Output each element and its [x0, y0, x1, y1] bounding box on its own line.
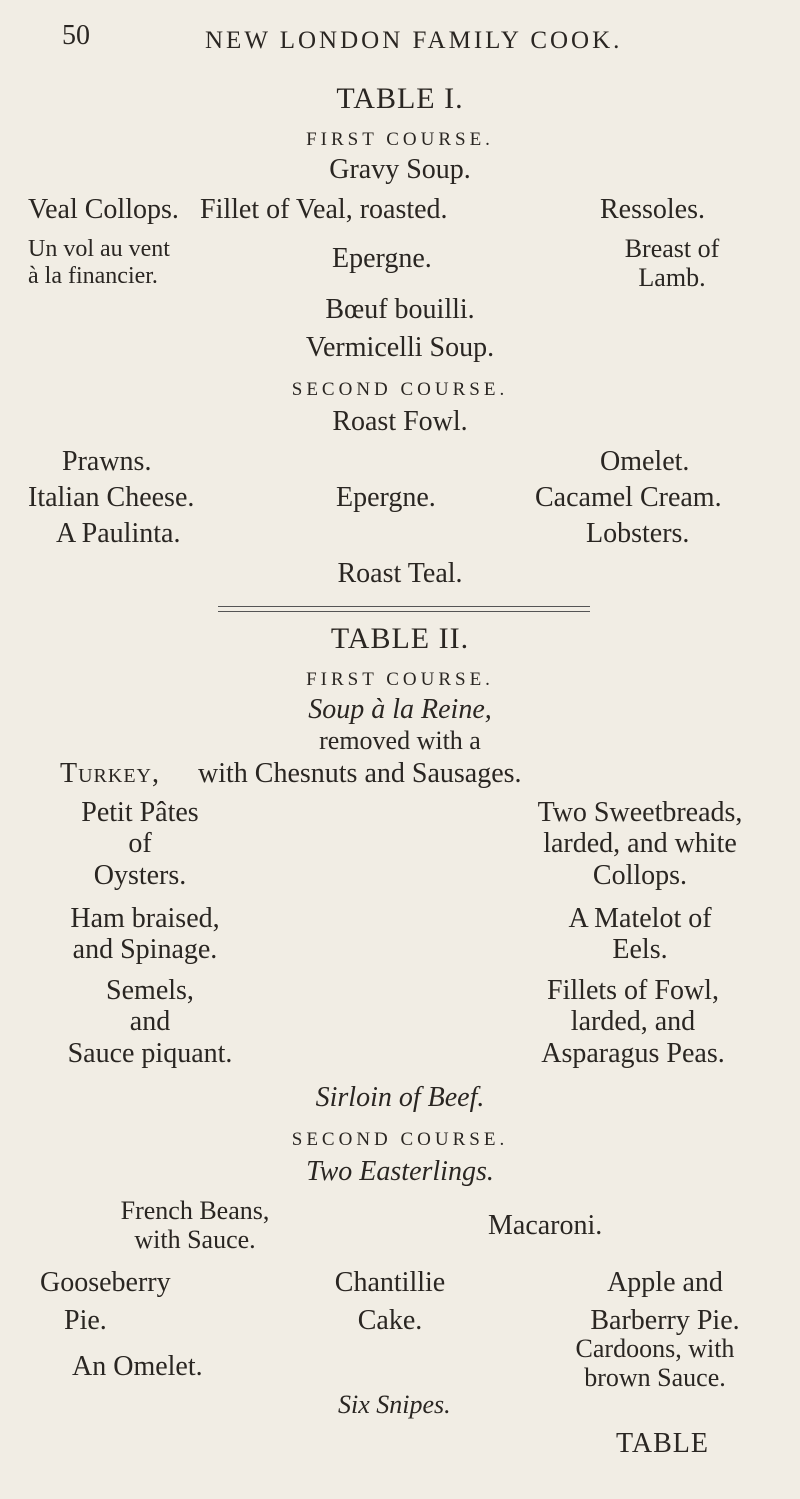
t1-vermicelli-soup: Vermicelli Soup. — [305, 332, 495, 363]
t2-semels-line1: Semels, — [106, 975, 194, 1006]
t2-cardoons — [540, 1334, 770, 1392]
t2-french-beans-line1: French Beans, — [120, 1196, 270, 1225]
t2-ham-line2: and Spinage. — [72, 934, 218, 966]
t2-chantillie-cake — [300, 1264, 480, 1340]
t2-fillets-line1: Fillets of Fowl, — [547, 975, 719, 1006]
t1-boeuf-bouilli: Bœuf bouilli. — [325, 294, 475, 325]
t2-gooseberry-pie — [40, 1264, 171, 1340]
t1-omelet: Omelet. — [600, 446, 690, 477]
t2-apple-barberry-pie — [540, 1264, 790, 1340]
t2-apple-line2: Barberry Pie. — [590, 1304, 740, 1336]
t2-two-sweetbreads — [500, 797, 780, 891]
t1-italian-cheese: Italian Cheese. — [28, 482, 195, 513]
t2-two-easterlings: Two Easterlings. — [306, 1156, 494, 1187]
t1-epergne: Epergne. — [332, 243, 432, 274]
t2-removed-with-a: removed with a — [319, 726, 481, 755]
t1-cacamel-cream: Cacamel Cream. — [535, 482, 722, 513]
t2-ham-braised — [30, 903, 260, 966]
t2-sirloin-of-beef: Sirloin of Beef. — [315, 1082, 485, 1113]
t2-matelot-of-eels — [520, 903, 760, 966]
t1-breast-line1: Breast of — [624, 234, 720, 263]
t2-apple-line1: Apple and — [607, 1267, 723, 1298]
t2-semels-line2: and — [129, 1006, 171, 1038]
t1-breast-line2: Lamb. — [638, 263, 706, 293]
t1-vol-au-vent — [28, 236, 170, 290]
t2-with-chesnuts: with Chesnuts and Sausages. — [198, 758, 522, 789]
running-head: NEW LONDON FAMILY COOK. — [205, 27, 623, 54]
t1-gravy-soup: Gravy Soup. — [329, 154, 471, 185]
page-number: 50 — [62, 20, 90, 51]
t1-first-course-heading: FIRST COURSE. — [306, 129, 494, 150]
t2-sweetbreads-line2: larded, and white — [543, 828, 737, 860]
t2-ham-line1: Ham braised, — [70, 903, 220, 934]
t2-cardoons-line2: brown Sauce. — [584, 1363, 726, 1393]
t2-matelot-line2: Eels. — [612, 934, 668, 966]
t2-six-snipes: Six Snipes. — [338, 1390, 451, 1419]
t1-a-paulinta: A Paulinta. — [56, 518, 181, 549]
t2-semels-line3: Sauce piquant. — [67, 1037, 233, 1069]
t1-breast-of-lamb — [582, 234, 762, 292]
t2-petit-pates — [30, 797, 250, 891]
t2-chantillie-line1: Chantillie — [334, 1267, 446, 1298]
t1-second-course-heading: SECOND COURSE. — [291, 379, 509, 400]
catchword: TABLE — [616, 1428, 709, 1459]
table-2-title: TABLE II. — [330, 622, 470, 655]
t2-second-course-heading: SECOND COURSE. — [291, 1129, 509, 1150]
t2-chantillie-line2: Cake. — [357, 1304, 423, 1336]
t2-soup-a-la-reine: Soup à la Reine, — [308, 694, 492, 725]
t1-roast-teal: Roast Teal. — [337, 558, 463, 589]
t2-gooseberry-line1: Gooseberry — [40, 1267, 171, 1298]
t1-roast-fowl: Roast Fowl. — [332, 406, 468, 437]
t1-prawns: Prawns. — [62, 446, 152, 477]
t2-petit-pates-line1: Petit Pâtes — [81, 797, 199, 828]
t2-fillets-line2: larded, and — [570, 1006, 696, 1038]
t2-fillets-line3: Asparagus Peas. — [541, 1037, 725, 1069]
t2-matelot-line1: A Matelot of — [568, 903, 712, 934]
t2-turkey: Turkey, — [60, 758, 160, 789]
t2-an-omelet: An Omelet. — [72, 1351, 203, 1382]
t2-gooseberry-line2: Pie. — [64, 1304, 107, 1336]
t2-sweetbreads-line3: Collops. — [592, 859, 688, 891]
t2-semels — [30, 975, 270, 1069]
table-1-title: TABLE I. — [336, 82, 464, 115]
t2-petit-pates-line2: of — [128, 828, 152, 860]
t2-petit-pates-line3: Oysters. — [93, 859, 187, 891]
t1-vol-au-vent-line2: à la financier. — [28, 262, 158, 289]
t2-french-beans — [85, 1196, 305, 1254]
t2-french-beans-line2: with Sauce. — [134, 1225, 256, 1255]
t2-cardoons-line1: Cardoons, with — [575, 1334, 735, 1363]
table-divider-bottom — [218, 611, 590, 612]
t1-lobsters: Lobsters. — [586, 518, 690, 549]
t1-ressoles: Ressoles. — [600, 194, 705, 225]
t2-sweetbreads-line1: Two Sweetbreads, — [537, 797, 743, 828]
t2-first-course-heading: FIRST COURSE. — [306, 669, 494, 690]
t2-fillets-of-fowl — [498, 975, 768, 1069]
t1-epergne-2: Epergne. — [336, 482, 436, 513]
table-divider-top — [218, 606, 590, 607]
t1-veal-collops: Veal Collops. — [28, 194, 179, 225]
t1-vol-au-vent-line1: Un vol au vent — [28, 236, 170, 262]
t1-fillet-of-veal: Fillet of Veal, roasted. — [200, 194, 448, 225]
t2-macaroni: Macaroni. — [488, 1210, 603, 1241]
